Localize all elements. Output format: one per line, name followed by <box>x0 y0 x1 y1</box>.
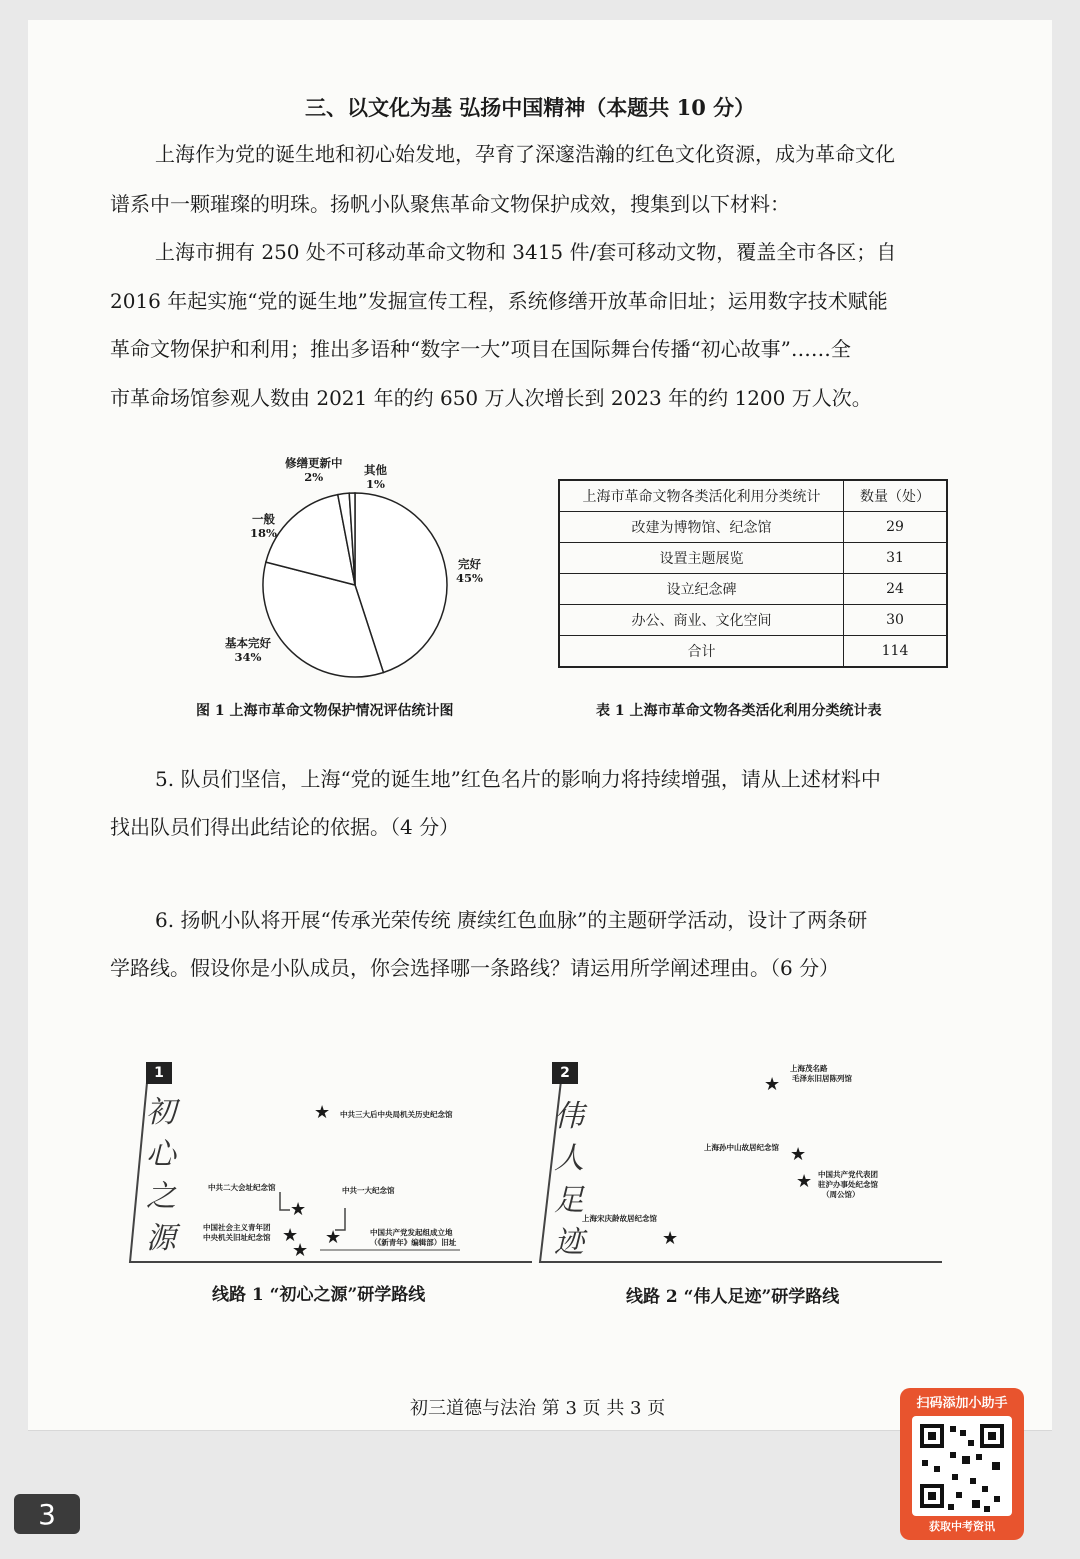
route1-site-e: 中国共产党发起组成立地 （《新青年》编辑部）旧址 <box>370 1228 457 1247</box>
table-cell: 24 <box>844 574 948 605</box>
route2-site-a: 上海茂名路 毛泽东旧居陈列馆 <box>790 1064 852 1083</box>
pie-label-mostly-good: 基本完好 34% <box>225 636 271 664</box>
q6-line-1: 6. 扬帆小队将开展“传承光荣传统 赓续红色血脉”的主题研学活动，设计了两条研 <box>155 908 868 932</box>
route2-badge: 2 <box>552 1062 578 1084</box>
table-header-category: 上海市革命文物各类活化利用分类统计 <box>559 480 844 512</box>
route2-map-lines <box>530 1050 950 1270</box>
pie-label-average: 一般 18% <box>250 512 277 540</box>
qr-subtitle: 获取中考资讯 <box>929 1520 995 1533</box>
qr-title: 扫码添加小助手 <box>916 1396 1008 1411</box>
material-line-2: 2016 年起实施“党的诞生地”发掘宣传工程，系统修缮开放革命旧址；运用数字技术赋能 <box>110 289 888 313</box>
table-header-row <box>559 480 947 512</box>
page-footer: 初三道德与法治 第 3 页 共 3 页 <box>410 1398 666 1419</box>
page-divider <box>28 1430 1052 1431</box>
star-icon: ★ <box>764 1074 781 1095</box>
qr-code-icon[interactable] <box>912 1416 1012 1516</box>
star-icon: ★ <box>282 1225 299 1246</box>
pie-label-other: 其他 1% <box>364 463 387 491</box>
table-cell: 设立纪念碑 <box>559 574 844 605</box>
star-icon: ★ <box>292 1240 309 1261</box>
table-row <box>559 512 947 543</box>
table-cell: 设置主题展览 <box>559 543 844 574</box>
route2-site-c: 中国共产党代表团 驻沪办事处纪念馆 （周公馆） <box>818 1170 878 1199</box>
pie-label-good: 完好 45% <box>456 557 483 585</box>
route2-vertical-title: 伟 人 足 迹 <box>554 1099 584 1260</box>
star-icon: ★ <box>314 1102 331 1123</box>
route2-site-b: 上海孙中山故居纪念馆 <box>704 1143 779 1152</box>
material-line-1: 上海市拥有 250 处不可移动革命文物和 3415 件/套可移动文物，覆盖全市各区；自 <box>155 240 897 264</box>
qr-card[interactable] <box>900 1388 1024 1540</box>
intro-line-1: 上海作为党的诞生地和初心始发地，孕育了深邃浩瀚的红色文化资源，成为革命文化 <box>155 142 895 166</box>
route1-site-c: 中共一大纪念馆 <box>342 1186 395 1195</box>
route1-site-d: 中国社会主义青年团 中央机关旧址纪念馆 <box>203 1223 271 1242</box>
route1-badge: 1 <box>146 1062 172 1084</box>
route1-site-a: 中共三大后中央局机关历史纪念馆 <box>340 1110 453 1119</box>
route1-caption: 线路 1 “初心之源”研学路线 <box>212 1285 426 1305</box>
table-cell: 改建为博物馆、纪念馆 <box>559 512 844 543</box>
q5-line-2: 找出队员们得出此结论的依据。（4 分） <box>110 815 460 839</box>
table-row <box>559 636 947 668</box>
table-cell: 31 <box>844 543 948 574</box>
section-title: 三、以文化为基 弘扬中国精神（本题共 10 分） <box>305 95 756 120</box>
route2-site-d: 上海宋庆龄故居纪念馆 <box>582 1214 657 1223</box>
route1-vertical-title: 初 心 之 源 <box>146 1095 176 1256</box>
star-icon: ★ <box>662 1228 679 1249</box>
table-cell: 29 <box>844 512 948 543</box>
table-cell: 合计 <box>559 636 844 668</box>
star-icon: ★ <box>796 1171 813 1192</box>
pie-chart <box>255 485 455 685</box>
q6-line-2: 学路线。假设你是小队成员，你会选择哪一条路线？请运用所学阐述理由。（6 分） <box>110 956 840 980</box>
star-icon: ★ <box>790 1144 807 1165</box>
table-caption: 表 1 上海市革命文物各类活化利用分类统计表 <box>596 703 882 719</box>
material-line-3: 革命文物保护和利用；推出多语种“数字一大”项目在国际舞台传播“初心故事”……全 <box>110 337 851 361</box>
route2-caption: 线路 2 “伟人足迹”研学路线 <box>626 1287 840 1307</box>
table-row <box>559 605 947 636</box>
table-header-count: 数量（处） <box>844 480 948 512</box>
star-icon: ★ <box>290 1199 307 1220</box>
intro-line-2: 谱系中一颗璀璨的明珠。扬帆小队聚焦革命文物保护成效，搜集到以下材料： <box>110 192 790 216</box>
route1-site-b: 中共二大会址纪念馆 <box>208 1183 276 1192</box>
chart-caption: 图 1 上海市革命文物保护情况评估统计图 <box>196 703 454 719</box>
table-cell: 办公、商业、文化空间 <box>559 605 844 636</box>
table-row <box>559 574 947 605</box>
material-line-4: 市革命场馆参观人数由 2021 年的约 650 万人次增长到 2023 年的约 1200 万人次。 <box>110 386 872 410</box>
table-row <box>559 543 947 574</box>
pie-label-repairing: 修缮更新中 2% <box>285 456 343 484</box>
stats-table <box>558 479 948 668</box>
page-number-badge: 3 <box>14 1494 80 1534</box>
star-icon: ★ <box>325 1227 342 1248</box>
table-cell: 30 <box>844 605 948 636</box>
table-cell: 114 <box>844 636 948 668</box>
q5-line-1: 5. 队员们坚信，上海“党的诞生地”红色名片的影响力将持续增强，请从上述材料中 <box>155 767 881 791</box>
